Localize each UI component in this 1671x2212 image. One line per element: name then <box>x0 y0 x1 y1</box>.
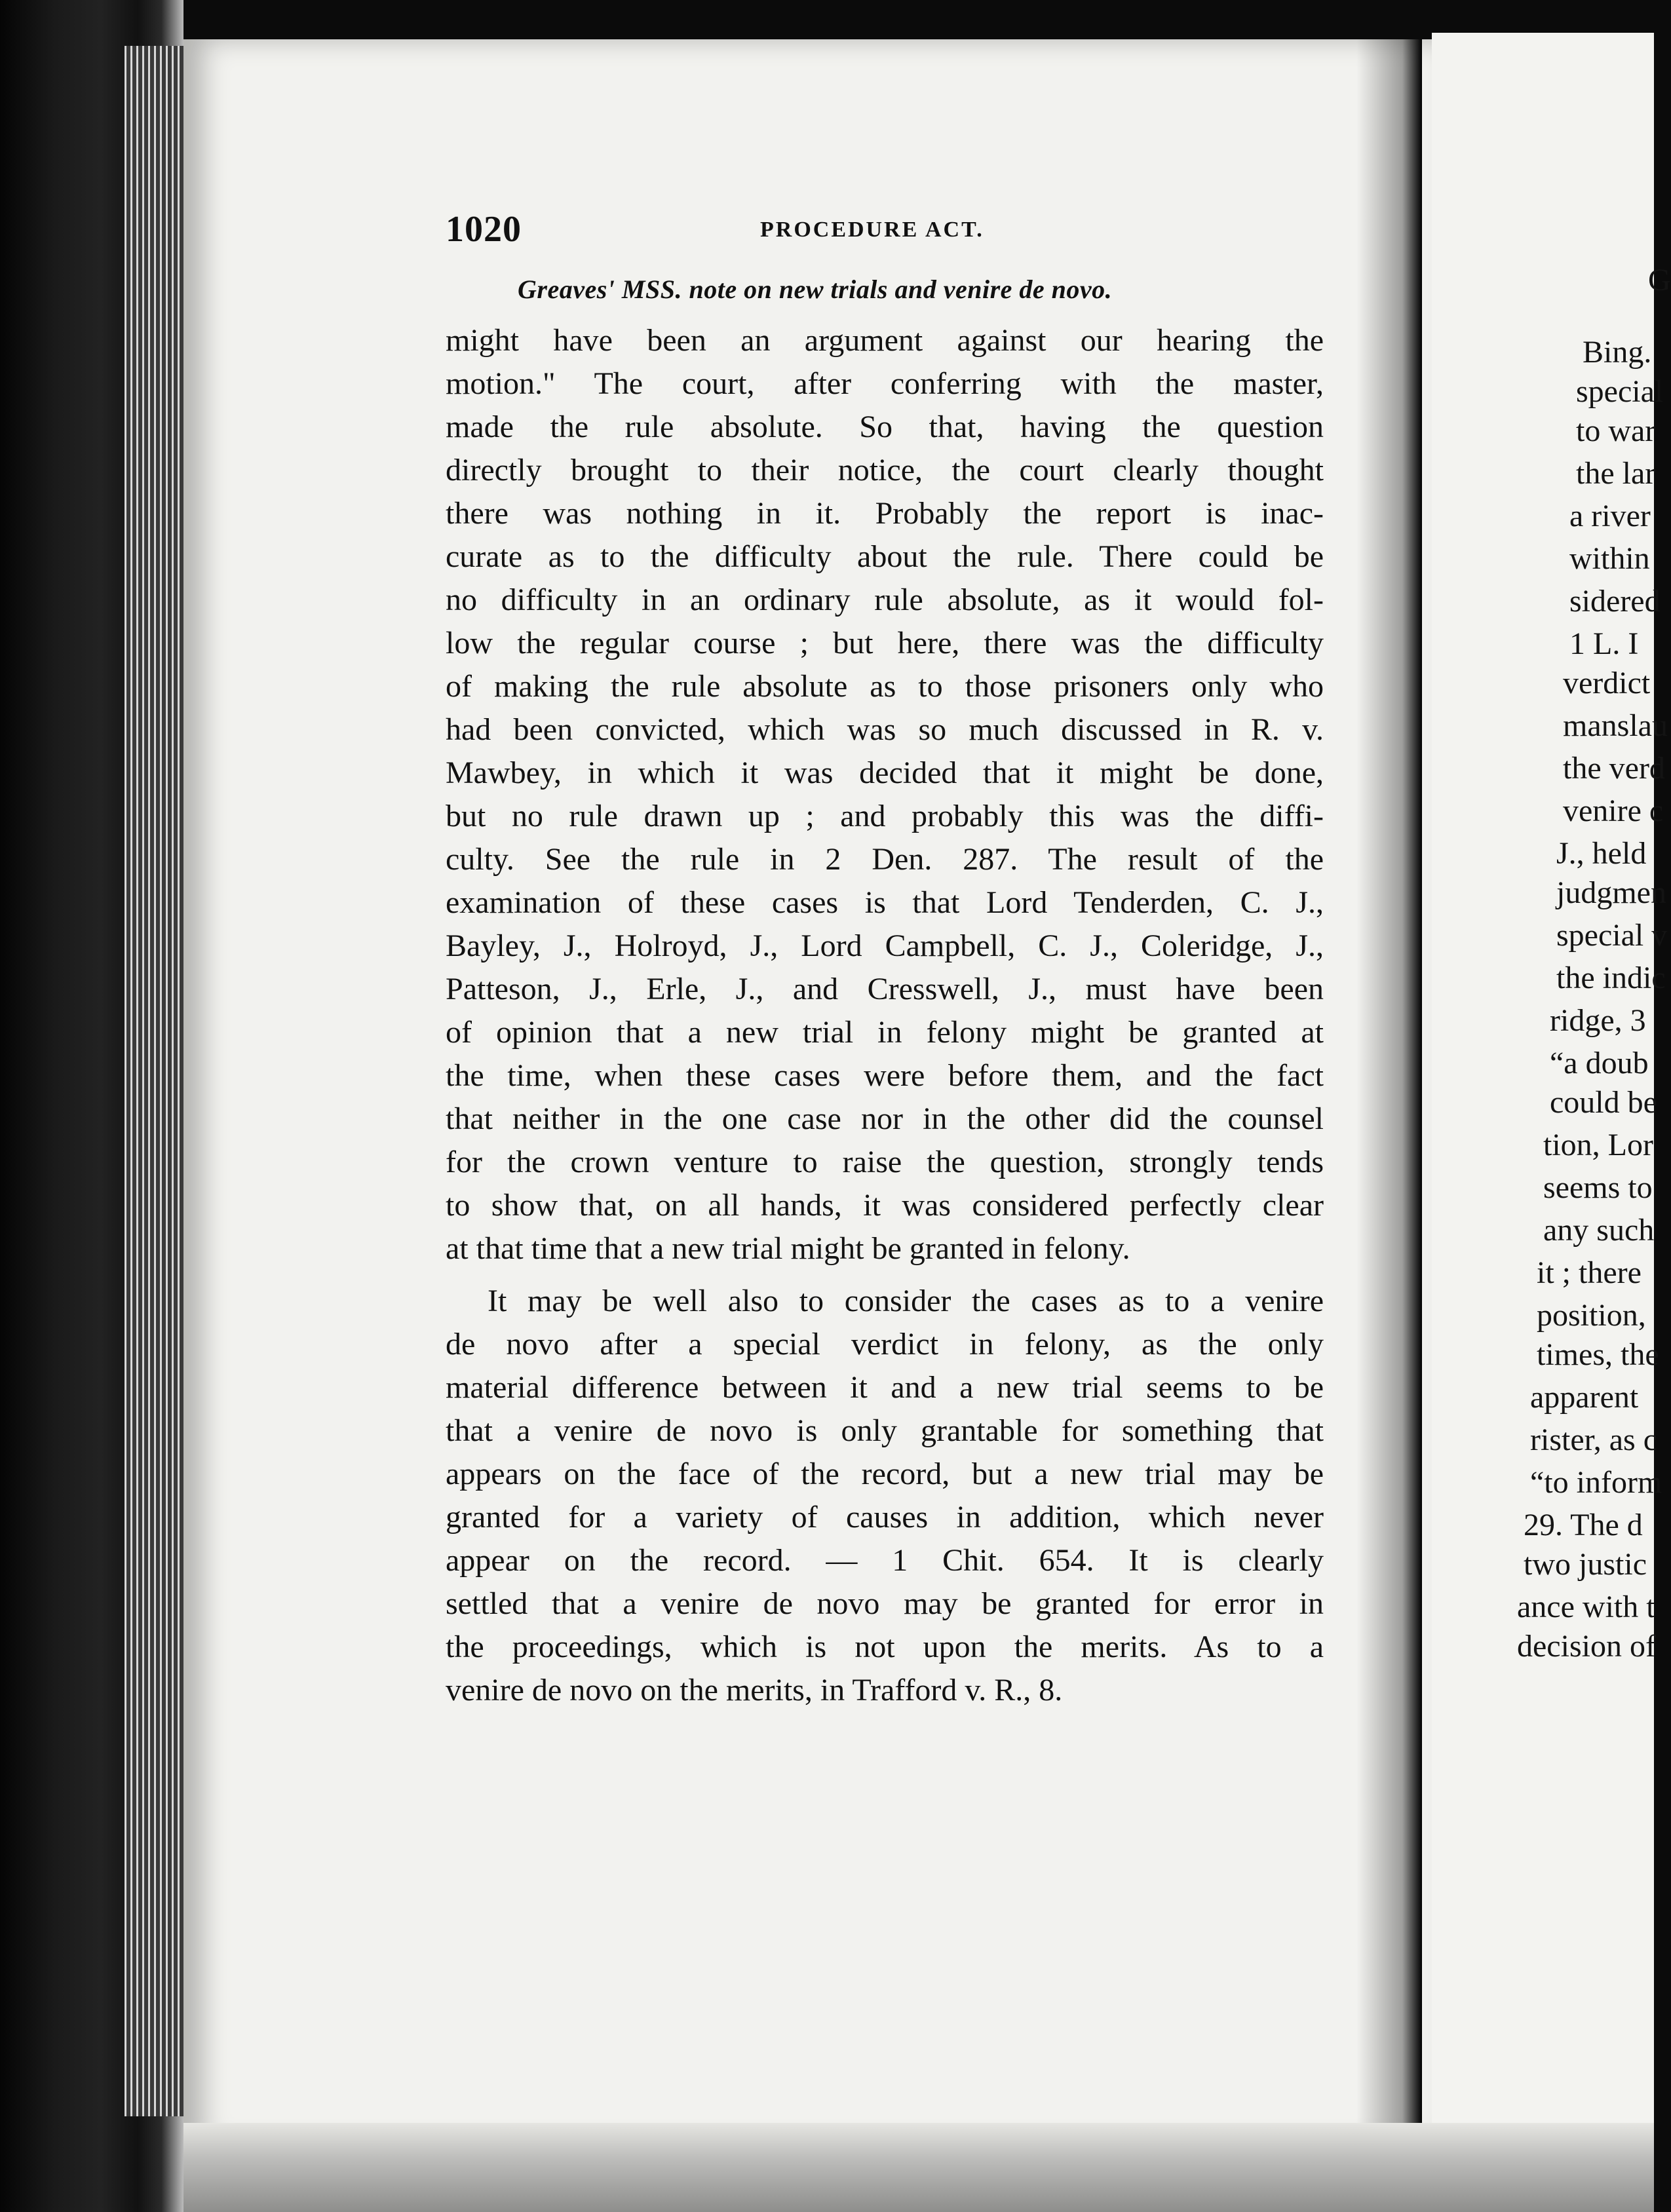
text-line: that neither in the one case nor in the other did the counsel <box>446 1101 1324 1136</box>
page-bottom-shadow <box>183 2123 1654 2212</box>
text-line: material difference between it and a new trial seems to be <box>446 1370 1324 1405</box>
section-subheading: Greaves' MSS. note on new trials and venire de novo. <box>518 275 1113 304</box>
facing-page-line: special v <box>1556 918 1668 953</box>
text-line: motion." The court, after conferring with the master, <box>446 366 1324 401</box>
text-line: It may be well also to consider the cases as to a venire <box>488 1284 1324 1318</box>
text-line: granted for a variety of causes in addition, which never <box>446 1500 1324 1535</box>
facing-page-line: “a doub <box>1550 1046 1649 1080</box>
text-line: that a venire de novo is only grantable for something that <box>446 1413 1324 1448</box>
facing-page-line: ance with t <box>1517 1590 1655 1624</box>
facing-page-line: venire c <box>1563 793 1664 828</box>
text-line: at that time that a new trial might be granted in felony. <box>446 1231 1130 1266</box>
page-edges <box>125 46 183 2116</box>
facing-page-line: could be <box>1550 1085 1657 1120</box>
text-line: the time, when these cases were before them, and the fact <box>446 1058 1324 1093</box>
text-line: curate as to the difficulty about the rule. There could be <box>446 539 1324 574</box>
facing-page-line: manslau <box>1563 708 1668 743</box>
facing-page-line: the lar <box>1576 456 1656 491</box>
text-line: but no rule drawn up ; and probably this was the diffi- <box>446 799 1324 833</box>
text-line: appears on the face of the record, but a new trial may be <box>446 1457 1324 1491</box>
facing-page-line: verdict <box>1563 666 1651 700</box>
facing-page-line: Bing. <box>1583 335 1652 370</box>
text-line: of making the rule absolute as to those prisoners only who <box>446 669 1324 704</box>
text-line: had been convicted, which was so much discussed in R. v. <box>446 712 1324 747</box>
text-line: settled that a venire de novo may be granted for error in <box>446 1586 1324 1621</box>
facing-page-line: ridge, 3 <box>1550 1003 1646 1038</box>
body-text <box>446 319 1324 1712</box>
facing-page-line: seems to <box>1543 1170 1653 1205</box>
facing-page-line: to war <box>1576 413 1656 448</box>
running-head <box>446 208 1330 261</box>
text-line: Bayley, J., Holroyd, J., Lord Campbell, C. J., Coleridge, J., <box>446 928 1324 963</box>
text-line: culty. See the rule in 2 Den. 287. The result of the <box>446 842 1324 877</box>
text-line: low the regular course ; but here, there was the difficulty <box>446 626 1324 660</box>
facing-page-line: judgmen <box>1556 875 1666 910</box>
text-line: might have been an argument against our hearing the <box>446 323 1324 358</box>
text-line: for the crown venture to raise the question, strongly tends <box>446 1145 1324 1179</box>
text-line: to show that, on all hands, it was considered perfectly clear <box>446 1188 1324 1223</box>
text-line: de novo after a special verdict in felony, as the only <box>446 1327 1324 1362</box>
facing-page-line: a river <box>1569 499 1651 533</box>
page-gutter <box>1356 39 1422 2212</box>
facing-page-line: rister, as c <box>1530 1422 1657 1457</box>
facing-page-line: decision of <box>1517 1629 1656 1664</box>
facing-page-line: position, <box>1537 1298 1646 1333</box>
running-title: PROCEDURE ACT. <box>760 218 984 242</box>
right-page <box>1432 33 1671 2212</box>
facing-page-line: “to inform <box>1530 1465 1662 1500</box>
facing-page-line: the indic <box>1556 961 1666 995</box>
facing-page-line: any such <box>1543 1213 1655 1248</box>
facing-page-line: the verd <box>1563 751 1665 786</box>
facing-page-line: G <box>1648 263 1671 297</box>
facing-page-line: tion, Lor <box>1543 1128 1653 1162</box>
facing-page-line: J., held <box>1556 836 1647 871</box>
facing-page-line: 29. The d <box>1524 1508 1643 1542</box>
facing-page-line: apparent <box>1530 1380 1639 1415</box>
text-line: of opinion that a new trial in felony might be granted at <box>446 1015 1324 1050</box>
page-number: 1020 <box>446 209 522 250</box>
text-line: Mawbey, in which it was decided that it might be done, <box>446 755 1324 790</box>
facing-page-line: it ; there <box>1537 1255 1642 1290</box>
text-line: Patteson, J., Erle, J., and Cresswell, J., must have been <box>446 972 1324 1006</box>
facing-page-line: within <box>1569 541 1650 576</box>
facing-page-line: special <box>1576 374 1664 409</box>
text-line: made the rule absolute. So that, having the question <box>446 410 1324 444</box>
paragraph-gap <box>446 1270 1324 1280</box>
text-line: appear on the record. — 1 Chit. 654. It is clearly <box>446 1543 1324 1578</box>
text-line: there was nothing in it. Probably the report is inac- <box>446 496 1324 531</box>
text-line: venire de novo on the merits, in Trafford v. R., 8. <box>446 1673 1063 1707</box>
facing-page-line: 1 L. I <box>1569 626 1639 661</box>
facing-page-line: two justic <box>1524 1547 1647 1582</box>
facing-page-line: sidered <box>1569 584 1661 619</box>
text-line: examination of these cases is that Lord Tenderden, C. J., <box>446 885 1324 920</box>
text-line: no difficulty in an ordinary rule absolute, as it would fol- <box>446 582 1324 617</box>
facing-page-line: times, the <box>1537 1337 1659 1372</box>
text-line: the proceedings, which is not upon the merits. As to a <box>446 1630 1324 1664</box>
text-line: directly brought to their notice, the court clearly thought <box>446 453 1324 487</box>
